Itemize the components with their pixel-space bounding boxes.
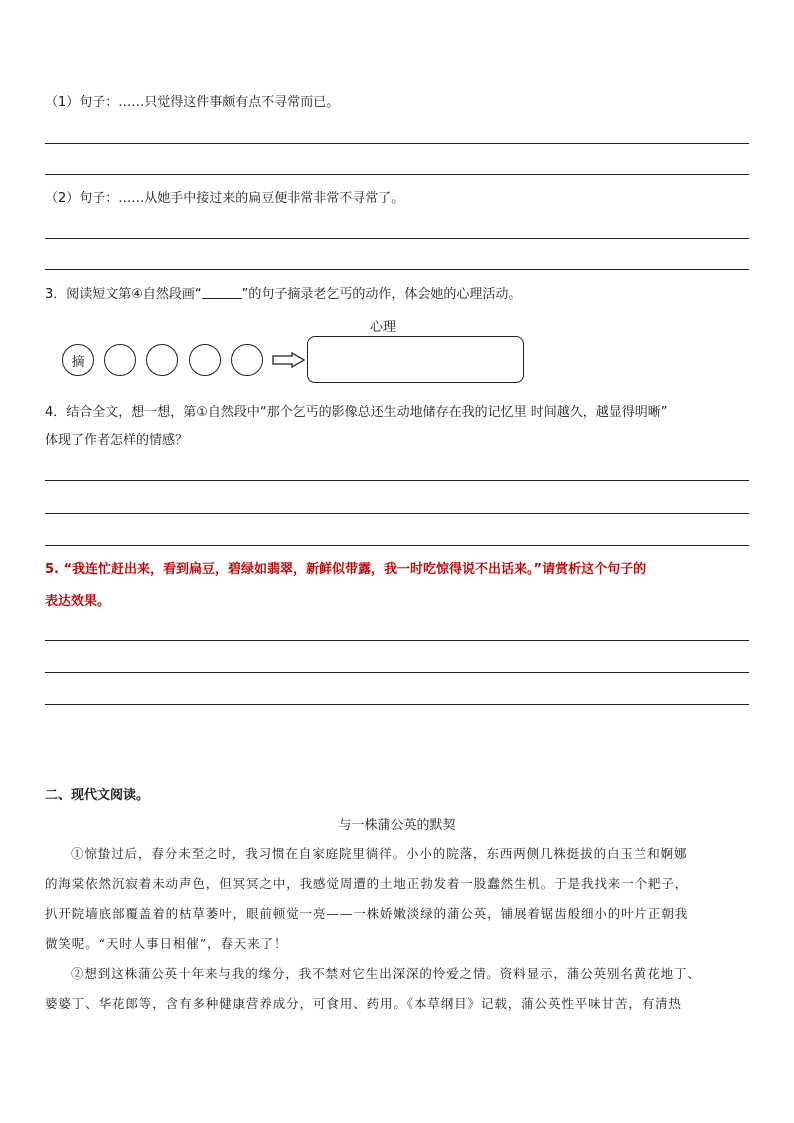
answer-line — [45, 672, 749, 673]
paragraph-line: 扒开院墙底部覆盖着的枯草萎叶，眼前顿觉一亮——一株娇嫩淡绿的蒲公英，铺展着锯齿般细小的叶片正朝我 — [45, 906, 689, 921]
section-heading: 二、现代文阅读。 — [45, 788, 150, 803]
paragraph-line: 的海棠依然沉寂着未动声色，但冥冥之中，我感觉周遭的土地正勃发着一股蠢然生机。于是我找来一个耙子， — [45, 876, 689, 891]
first-action-circle: 摘 — [62, 344, 94, 376]
answer-line — [45, 513, 749, 514]
paragraph-line: 微笑呢。“天时人事日相催”，春天来了！ — [45, 936, 288, 951]
psychology-box — [307, 336, 524, 383]
answer-line — [45, 238, 749, 239]
answer-line — [45, 480, 749, 481]
q2-item1-text: （1）句子：……只觉得这件事颇有点不寻常而已。 — [45, 95, 340, 110]
action-circle — [146, 344, 178, 376]
arrow-right-icon — [270, 352, 310, 368]
paragraph-line: ②想到这株蒲公英十年来与我的缘分，我不禁对它生出深深的怜爱之情。资料显示，蒲公英别名黄花地丁、 — [71, 966, 701, 981]
q3-text — [45, 285, 521, 305]
diagram-title: 心理 — [370, 320, 397, 335]
q2-item2-text: （2）句子：……从她手中接过来的扁豆便非常非常不寻常了。 — [45, 191, 405, 206]
q5-line2: 表达效果。 — [45, 594, 111, 609]
answer-line — [45, 174, 749, 175]
article-body — [45, 839, 701, 1019]
q3-text-after: ”的句子摘录老乞丐的动作，体会她的心理活动。 — [241, 287, 522, 302]
action-circle — [231, 344, 263, 376]
action-circle — [104, 344, 136, 376]
q4-line2: 体现了作者怎样的情感？ — [45, 433, 189, 448]
answer-line — [45, 269, 749, 270]
q5-line1: 5. “我连忙赶出来，看到扁豆，碧绿如翡翠，新鲜似带露，我一时吃惊得说不出话来。”请赏析这个句子的 — [45, 562, 647, 577]
answer-line — [45, 143, 749, 144]
paragraph-line: 婆婆丁、华花郎等，含有多种健康营养成分，可食用、药用。《本草纲目》记载，蒲公英性平味甘苦，有清热 — [45, 996, 682, 1011]
action-circle — [189, 344, 221, 376]
answer-line — [45, 545, 749, 546]
paragraph-line: ①惊蛰过后，春分未至之时，我习惯在自家庭院里徜徉。小小的院落，东西两侧几株挺拔的白玉兰和婀娜 — [71, 846, 688, 861]
answer-line — [45, 704, 749, 705]
q4-line1: 4．结合全文，想一想，第①自然段中“那个乞丐的影像总还生动地储存在我的记忆里 时间越久，越显得明晰” — [45, 405, 668, 420]
q3-text-before: 3．阅读短文第④自然段画“ — [45, 287, 202, 302]
answer-line — [45, 640, 749, 641]
fill-blank — [202, 285, 242, 299]
article-title: 与一株蒲公英的默契 — [338, 818, 456, 833]
